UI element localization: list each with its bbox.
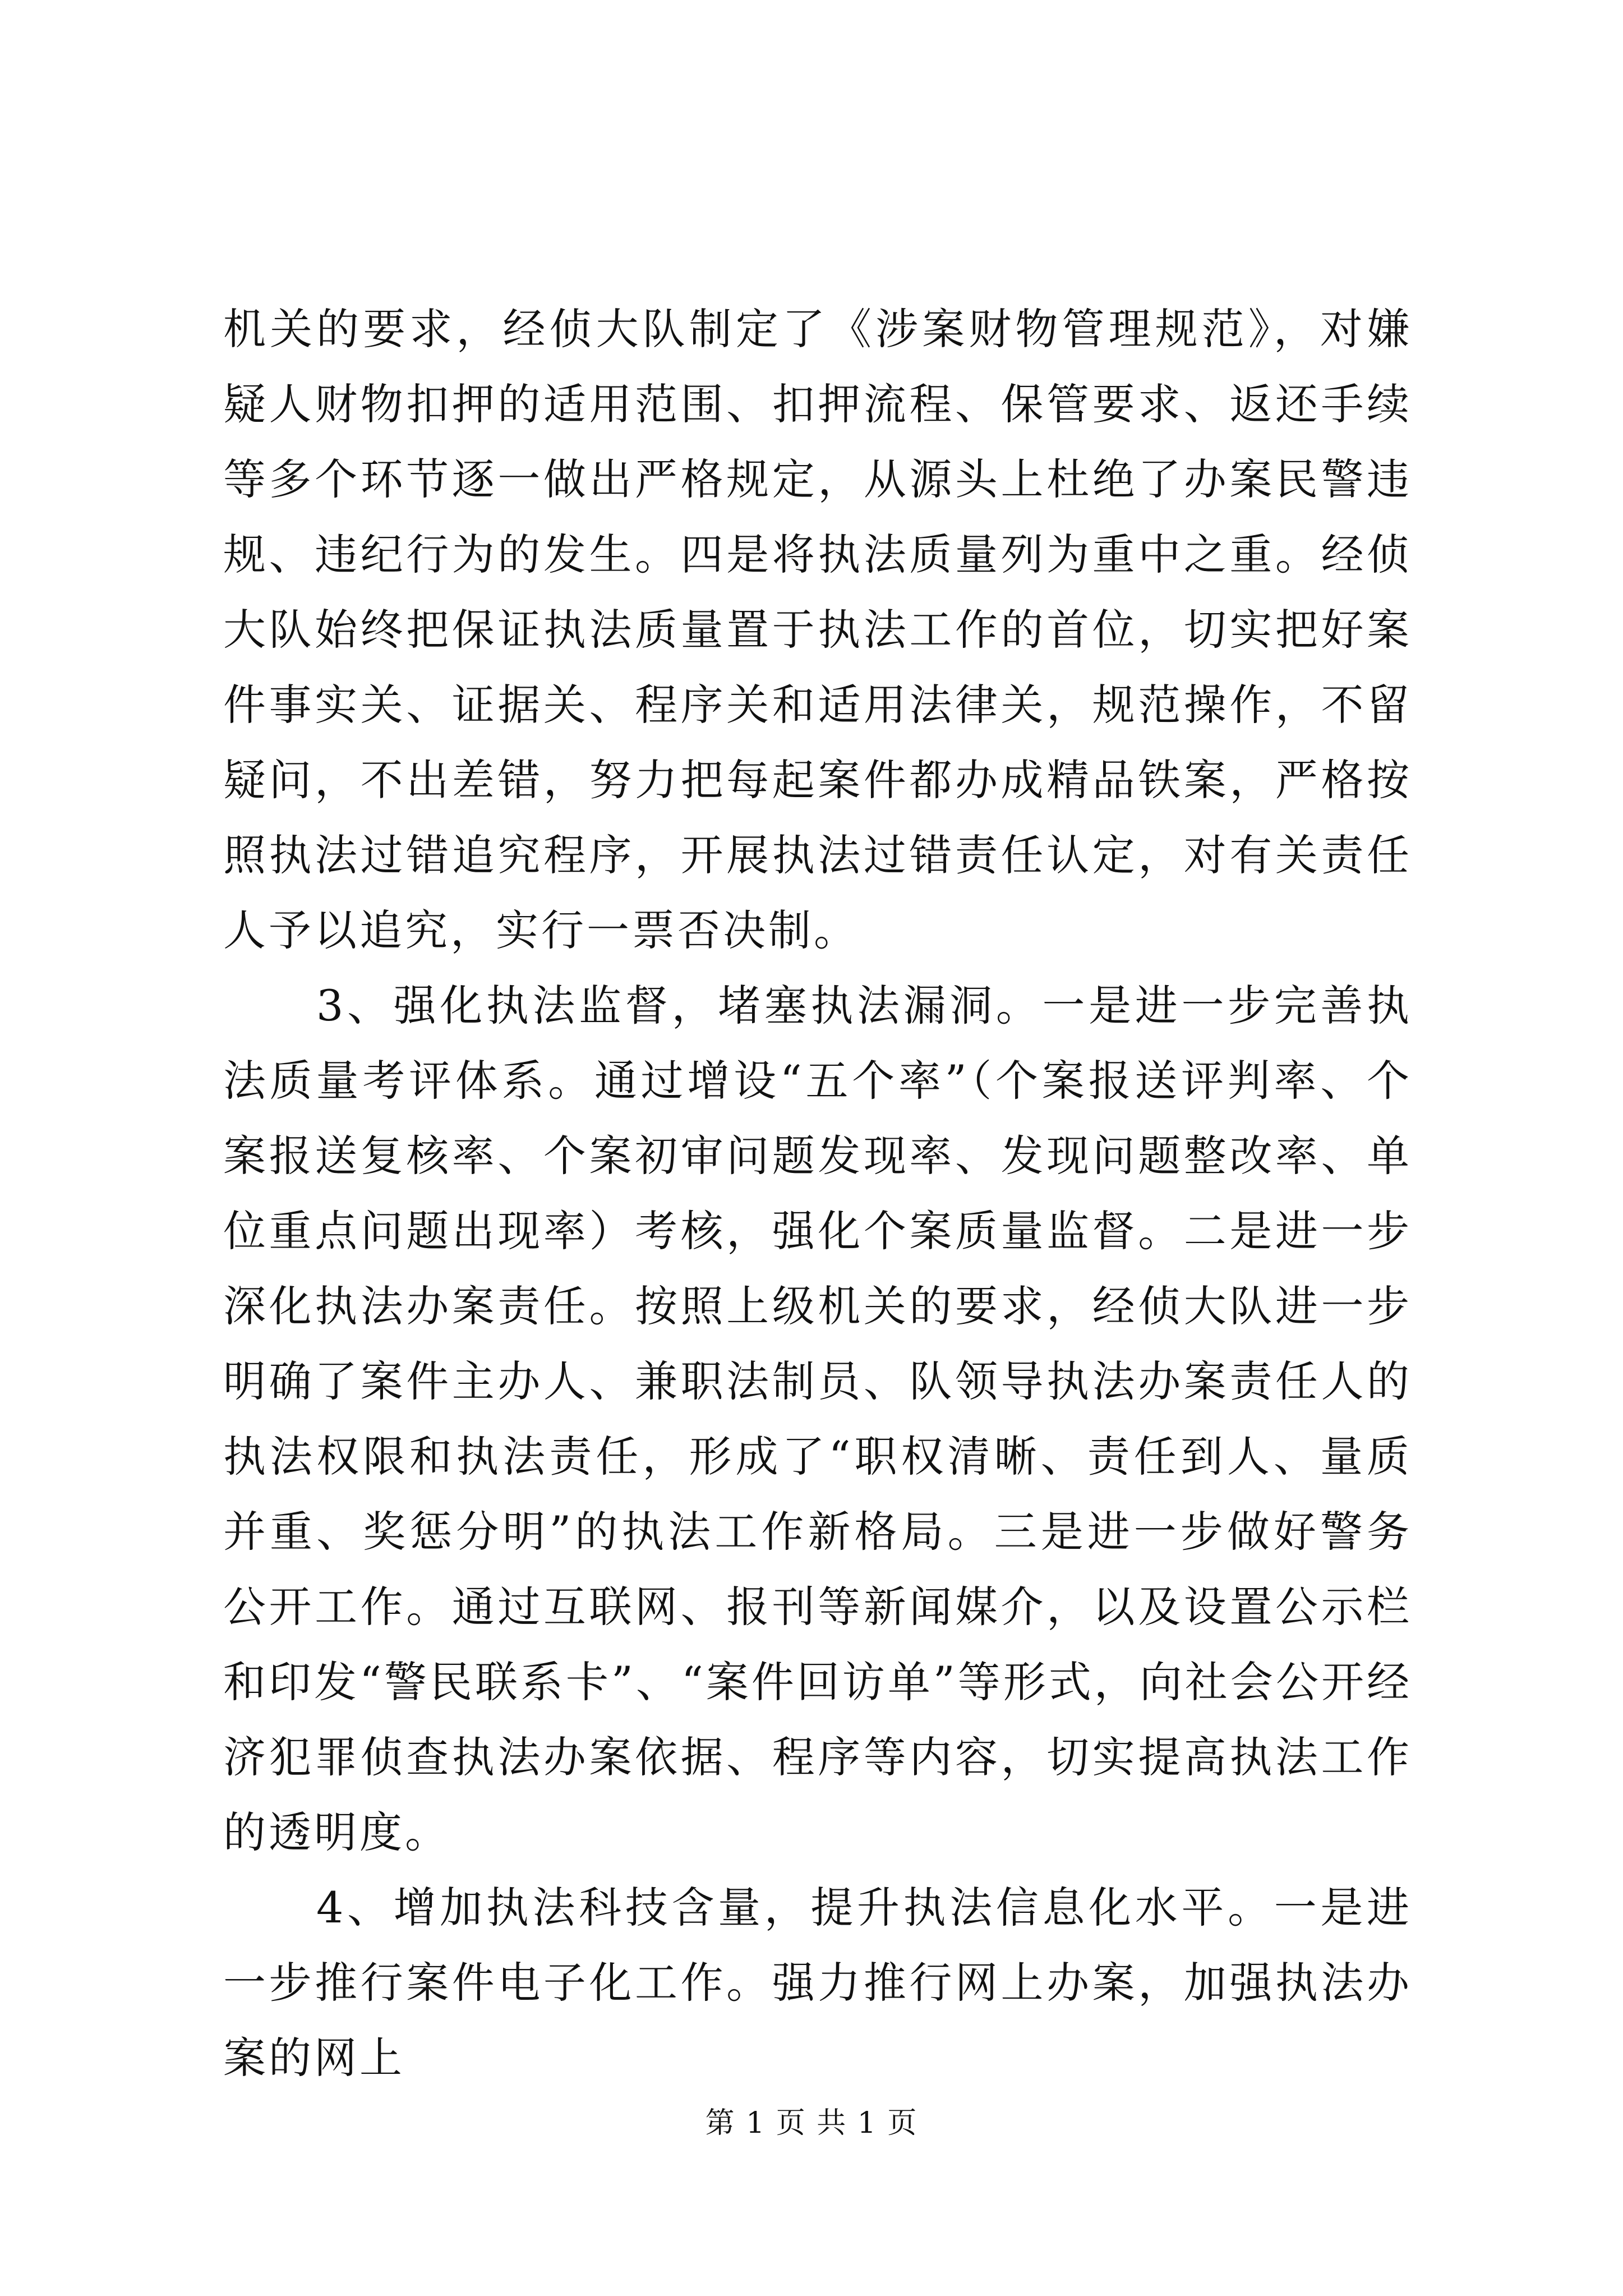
- paragraph-2: 3、强化执法监督，堵塞执法漏洞。一是进一步完善执法质量考评体系。通过增设“五个率”（个案报送评判率、个案报送复核率、个案初审问题发现率、发现问题整改率、单位重点问题出现率）考核，强化个案质量监督。二是进一步深化执法办案责任。按照上级机关的要求，经侦大队进一步明确了案件主办人、兼职法制员、队领导执法办案责任人的执法权限和执法责任，形成了“职权清晰、责任到人、量质并重、奖惩分明”的执法工作新格局。三是进一步做好警务公开工作。通过互联网、报刊等新闻媒介，以及设置公示栏和印发“警民联系卡”、“案件回访单”等形式，向社会公开经济犯罪侦查执法办案依据、程序等内容，切实提高执法工作的透明度。: [223, 981, 1412, 1857]
- paragraph-3: 4、增加执法科技含量，提升执法信息化水平。一是进一步推行案件电子化工作。强力推行网上办案，加强执法办案的网上: [223, 1883, 1412, 2083]
- page-footer: 第 1 页 共 1 页: [705, 2106, 918, 2140]
- document-body: [223, 292, 1412, 2096]
- paragraph-1: 机关的要求，经侦大队制定了《涉案财物管理规范》，对嫌疑人财物扣押的适用范围、扣押流程、保管要求、返还手续等多个环节逐一做出严格规定，从源头上杜绝了办案民警违规、违纪行为的发生。四是将执法质量列为重中之重。经侦大队始终把保证执法质量置于执法工作的首位，切实把好案件事实关、证据关、程序关和适用法律关，规范操作，不留疑问，不出差错，努力把每起案件都办成精品铁案，严格按照执法过错追究程序，开展执法过错责任认定，对有关责任人予以追究，实行一票否决制。: [223, 304, 1412, 955]
